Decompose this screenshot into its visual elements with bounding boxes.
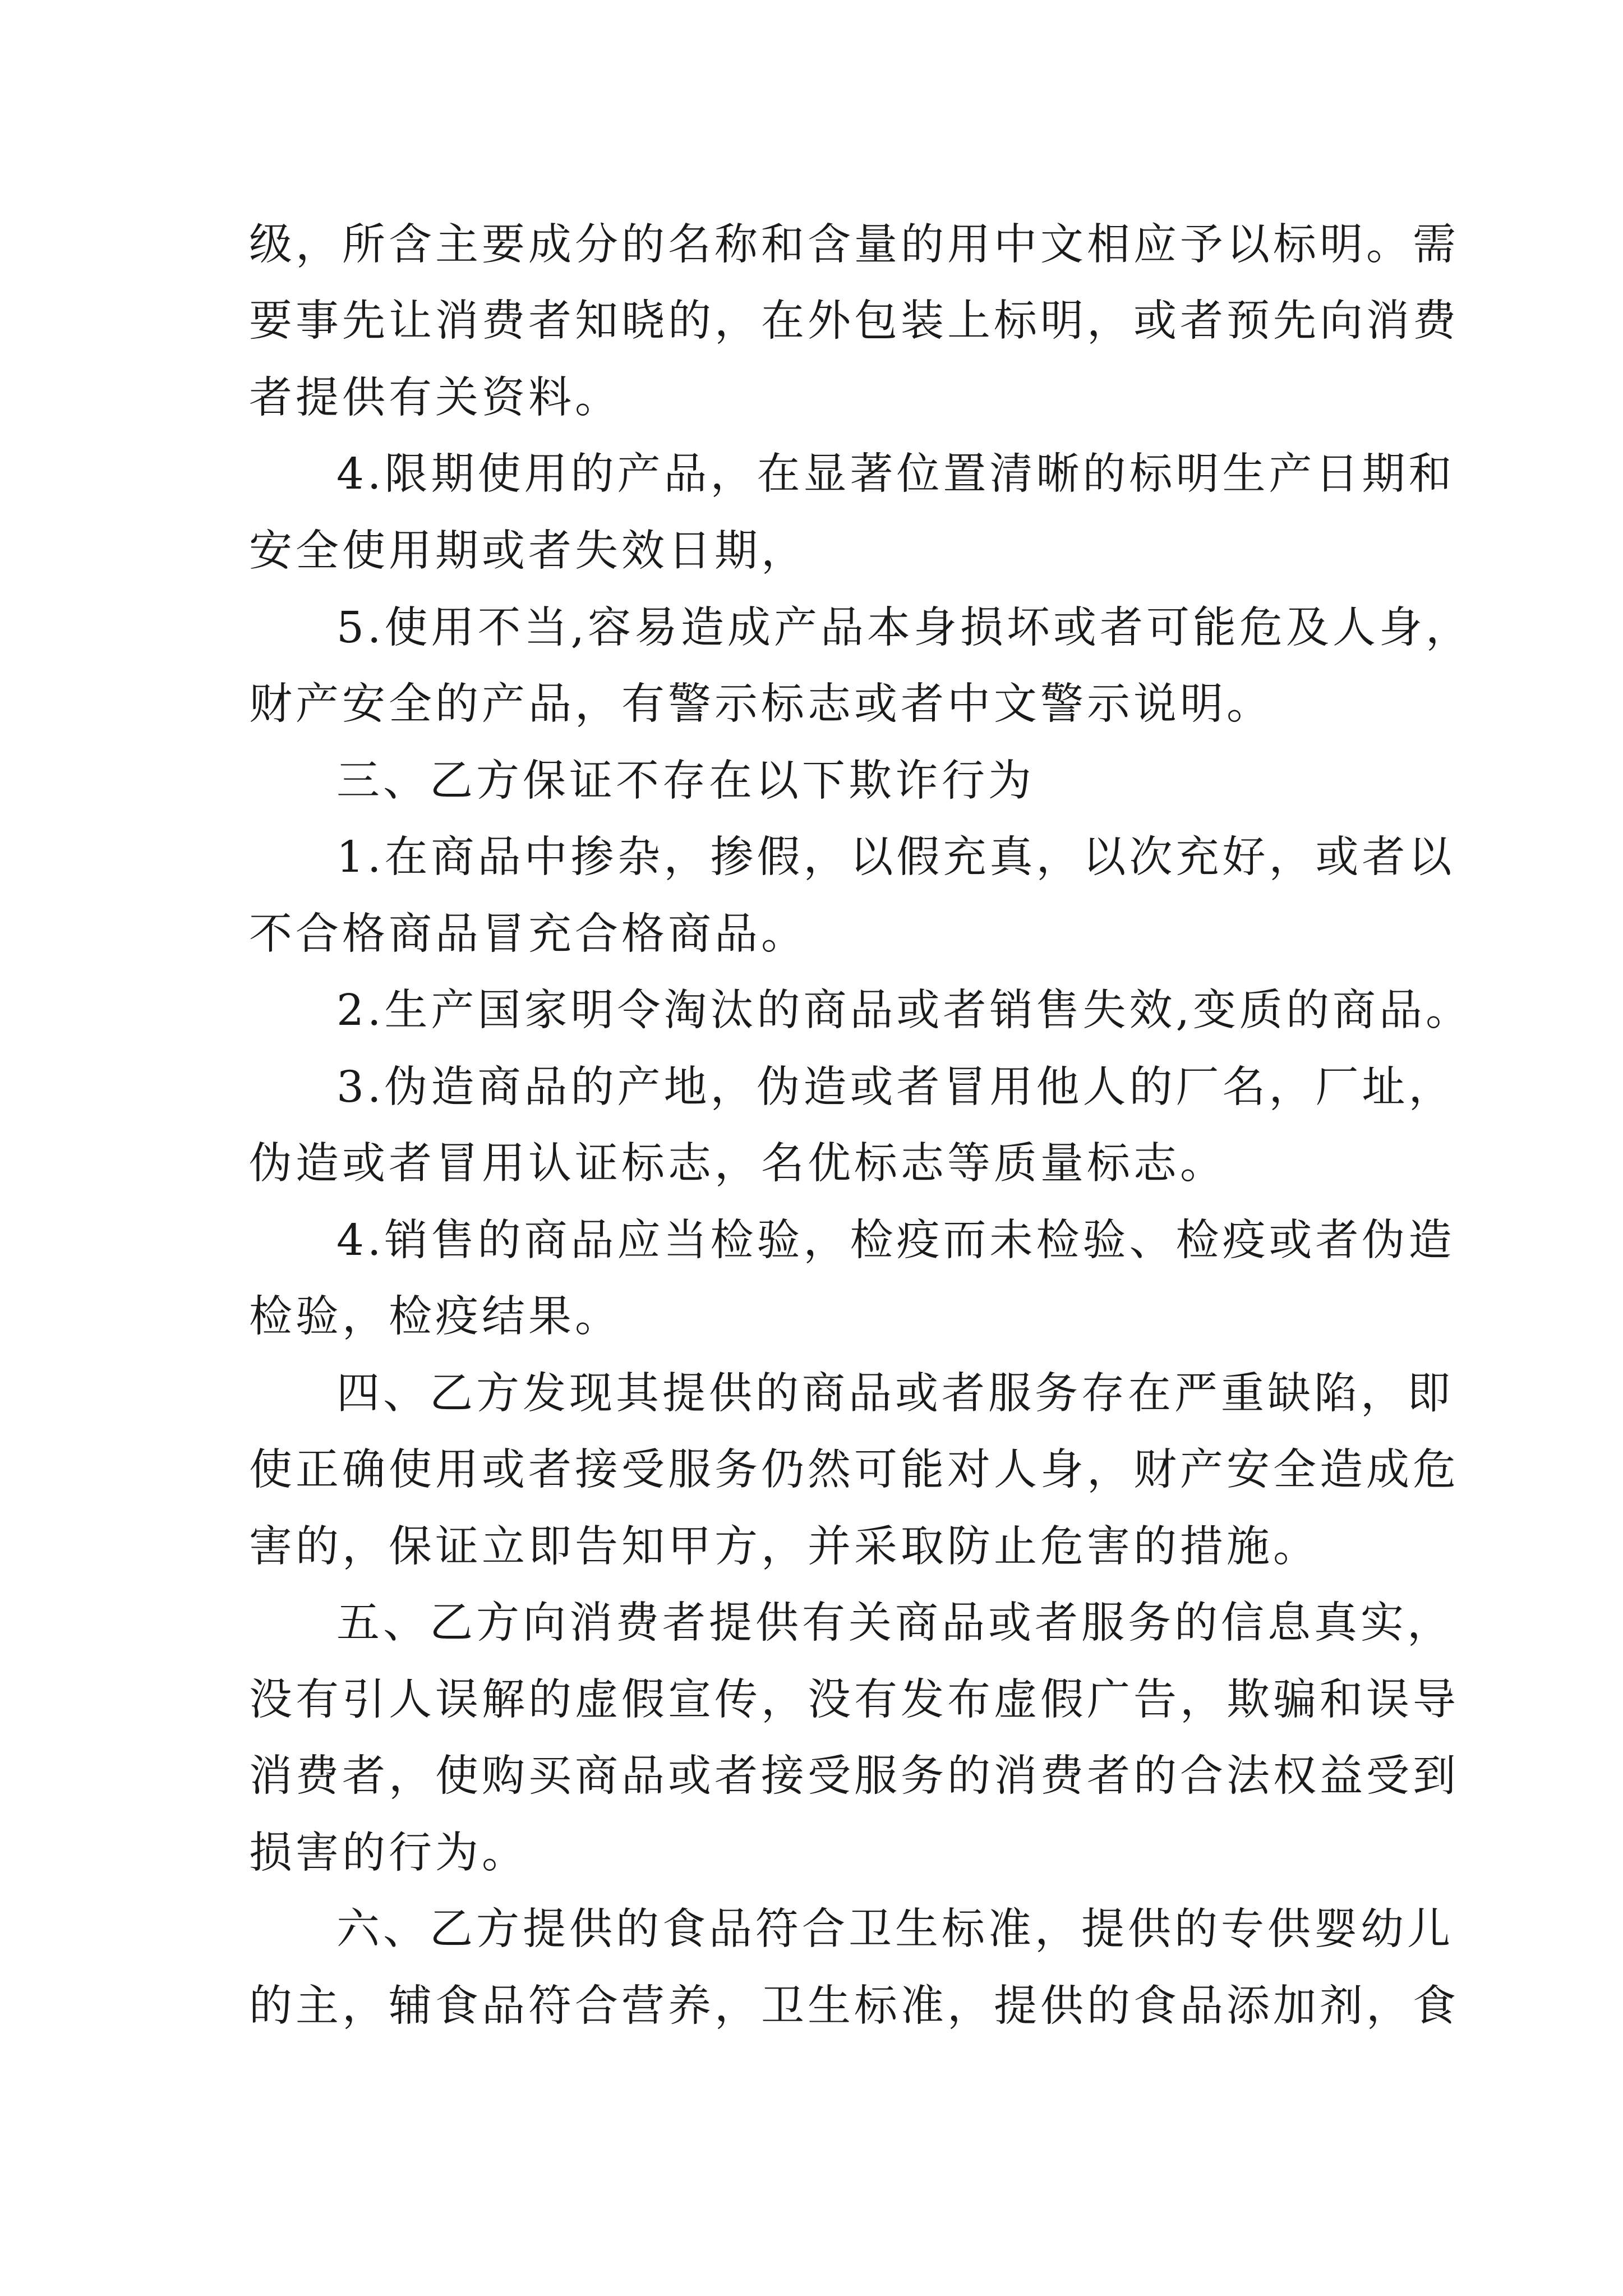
text-line: 害的，保证立即告知甲方，并采取防止危害的措施。 bbox=[249, 1522, 1320, 1572]
text-line: 要事先让消费者知晓的，在外包装上标明，或者预先向消费 bbox=[249, 296, 1459, 346]
text-line: 安全使用期或者失效日期， bbox=[249, 526, 808, 576]
text-line: 者提供有关资料。 bbox=[249, 373, 621, 423]
section-heading: 三、乙方保证不存在以下欺诈行为 bbox=[336, 756, 1035, 806]
text-line: 使正确使用或者接受服务仍然可能对人身，财产安全造成危 bbox=[249, 1445, 1459, 1495]
text-line: 五、乙方向消费者提供有关商品或者服务的信息真实， bbox=[336, 1598, 1454, 1648]
text-line: 级，所含主要成分的名称和含量的用中文相应予以标明。需 bbox=[249, 220, 1459, 270]
text-line: 不合格商品冒充合格商品。 bbox=[249, 909, 808, 959]
text-line: 没有引人误解的虚假宣传，没有发布虚假广告，欺骗和误导 bbox=[249, 1675, 1459, 1725]
text-line: 5.使用不当,容易造成产品本身损坏或者可能危及人身， bbox=[336, 603, 1472, 653]
text-line: 4.限期使用的产品，在显著位置清晰的标明生产日期和 bbox=[336, 449, 1455, 499]
text-line: 4.销售的商品应当检验，检疫而未检验、检疫或者伪造 bbox=[336, 1216, 1455, 1266]
text-line: 3.伪造商品的产地，伪造或者冒用他人的厂名，厂址， bbox=[336, 1062, 1455, 1112]
text-line: 检验，检疫结果。 bbox=[249, 1292, 621, 1342]
text-line: 伪造或者冒用认证标志，名优标志等质量标志。 bbox=[249, 1139, 1227, 1189]
text-line: 消费者，使购买商品或者接受服务的消费者的合法权益受到 bbox=[249, 1751, 1459, 1801]
text-line: 损害的行为。 bbox=[249, 1828, 528, 1878]
text-line: 2.生产国家明令淘汰的商品或者销售失效,变质的商品。 bbox=[336, 986, 1472, 1036]
text-line: 四、乙方发现其提供的商品或者服务存在严重缺陷，即 bbox=[336, 1369, 1454, 1419]
text-line: 的主，辅食品符合营养，卫生标准，提供的食品添加剂，食 bbox=[249, 1981, 1459, 2031]
text-line: 六、乙方提供的食品符合卫生标准，提供的专供婴幼儿 bbox=[336, 1904, 1454, 1954]
text-line: 1.在商品中掺杂，掺假，以假充真，以次充好，或者以 bbox=[336, 832, 1455, 882]
text-line: 财产安全的产品，有警示标志或者中文警示说明。 bbox=[249, 679, 1273, 729]
